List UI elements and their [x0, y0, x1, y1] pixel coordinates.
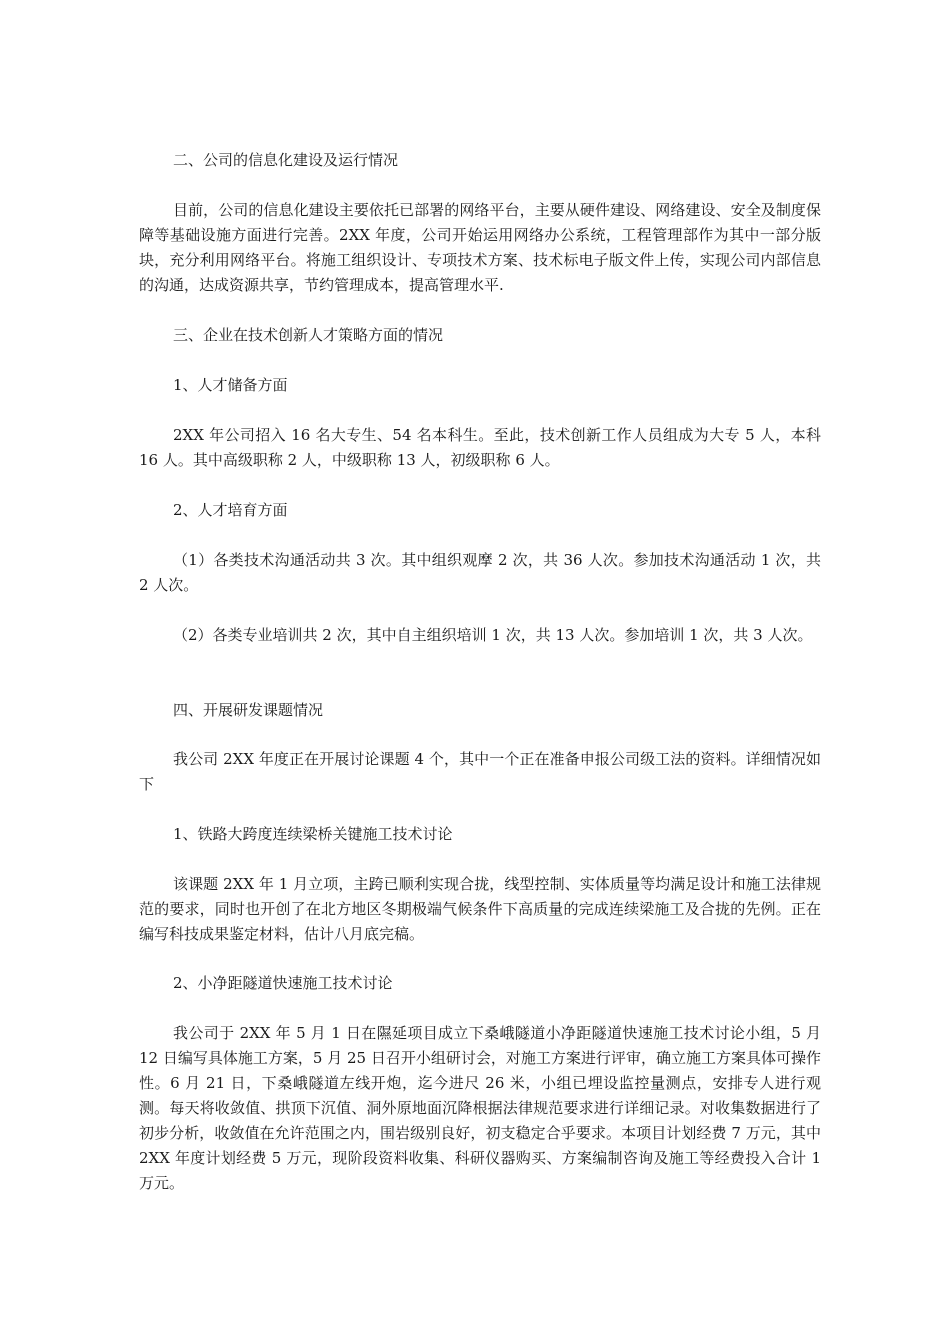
subheading-tunnel-research: 2、小净距隧道快速施工技术讨论 — [173, 974, 393, 992]
subheading-talent-reserve: 1、人才储备方面 — [173, 376, 288, 394]
paragraph-tunnel-research: 我公司于 2XX 年 5 月 1 日在隰延项目成立下桑峨隧道小净距隧道快速施工技术讨论小组，5 月 12 日编写具体施工方案，5 月 25 日召开小组研讨会，对施工方案进行评审，确立施工方案具体可操作性。6 月 21 日，下桑峨隧道左线开炮，迄今进尺 26 米，小组已埋设监控量测点，安排专人进行观测。每天将收敛值、拱顶下沉值、洞外原地面沉降根据法律规范要求进行详细记录。对收集数据进行了初步分析，收敛值在允许范围之内，围岩级别良好，初支稳定合乎要求。本项目计划经费 7 万元，其中 2XX 年度计划经费 5 万元，现阶段资料收集、科研仪器购买、方案编制咨询及施工等经费投入合计 1 万元。 — [139, 1024, 821, 1192]
subheading-talent-training: 2、人才培育方面 — [173, 501, 288, 519]
section-heading-research: 四、开展研发课题情况 — [173, 701, 324, 719]
document-page — [139, 0, 821, 1344]
subheading-bridge-research: 1、铁路大跨度连续梁桥关键施工技术讨论 — [173, 825, 453, 843]
section-heading-talent-strategy: 三、企业在技术创新人才策略方面的情况 — [173, 326, 444, 344]
paragraph-professional-training: （2）各类专业培训共 2 次，其中自主组织培训 1 次，共 13 人次。参加培训 1 次，共 3 人次。 — [173, 626, 813, 644]
section-heading-informatization: 二、公司的信息化建设及运行情况 — [173, 151, 399, 169]
paragraph-tech-exchange: （1）各类技术沟通活动共 3 次。其中组织观摩 2 次，共 36 人次。参加技术沟通活动 1 次，共 2 人次。 — [139, 551, 821, 594]
paragraph-informatization: 目前，公司的信息化建设主要依托已部署的网络平台，主要从硬件建设、网络建设、安全及制度保障等基础设施方面进行完善。2XX 年度，公司开始运用网络办公系统，工程管理部作为其中一部分版块，充分利用网络平台。将施工组织设计、专项技术方案、技术标电子版文件上传，实现公司内部信息的沟通，达成资源共享，节约管理成本，提高管理水平. — [139, 201, 821, 294]
paragraph-bridge-research: 该课题 2XX 年 1 月立项，主跨已顺利实现合拢，线型控制、实体质量等均满足设计和施工法律规范的要求，同时也开创了在北方地区冬期极端气候条件下高质量的完成连续梁施工及合拢的先例。正在编写科技成果鉴定材料，估计八月底完稿。 — [139, 875, 821, 943]
paragraph-research-overview: 我公司 2XX 年度正在开展讨论课题 4 个，其中一个正在准备申报公司级工法的资料。详细情况如下 — [139, 750, 821, 793]
paragraph-talent-reserve: 2XX 年公司招入 16 名大专生、54 名本科生。至此，技术创新工作人员组成为大专 5 人，本科 16 人。其中高级职称 2 人，中级职称 13 人，初级职称 6 人。 — [139, 426, 821, 469]
